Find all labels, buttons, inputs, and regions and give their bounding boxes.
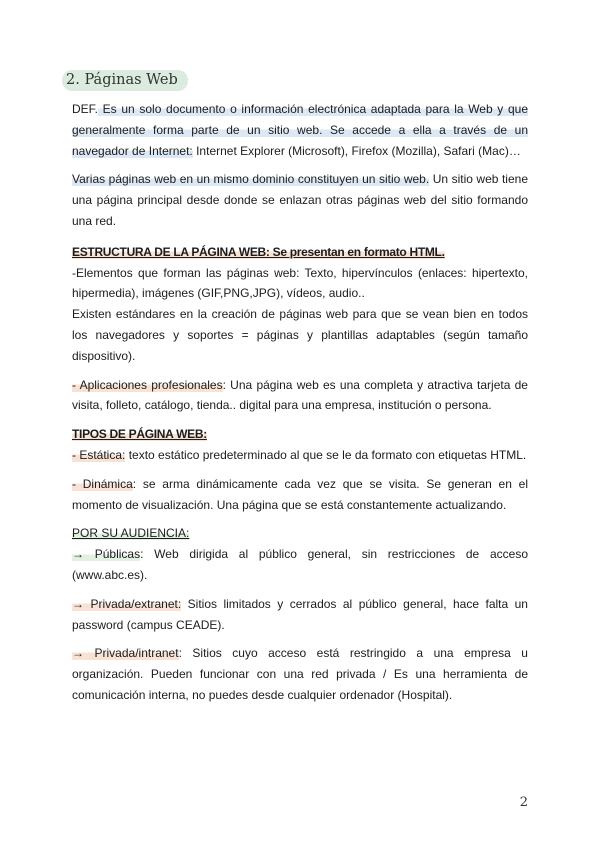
dinamica-label: - Dinámica — [72, 476, 133, 491]
aplicaciones-label: - Aplicaciones profesionales — [72, 377, 223, 392]
sitio-web-paragraph — [72, 169, 528, 231]
audiencia-heading: POR SU AUDIENCIA: — [72, 526, 190, 541]
estructura-heading-line — [72, 242, 528, 263]
tipos-heading-line — [72, 424, 528, 445]
estatica-label: - Estática: — [72, 447, 126, 462]
estructura-heading: ESTRUCTURA DE LA PÁGINA WEB: Se presentan en formato HTML. — [72, 244, 445, 259]
estandares-paragraph: Existen estándares en la creación de páginas web para que se vean bien en todos los navegadores y soportes = páginas y plantillas adaptables (según tamaño dispositivo). — [72, 307, 528, 363]
page-number: 2 — [519, 795, 528, 810]
dinamica-text: : se arma dinámicamente cada vez que se visita. Se generan en el momento de visualización. Una página que se está constantemente actualizando. — [72, 476, 528, 512]
publicas-label: → Públicas — [72, 547, 141, 562]
dinamica-paragraph — [72, 474, 528, 516]
def-paragraph — [72, 99, 528, 161]
publicas-paragraph — [72, 544, 528, 586]
def-lead: DEF. — [72, 102, 99, 116]
intranet-text: : Sitios cuyo acceso está restringido a una empresa u organización. Pueden funcionar con una red privada / Es una herramienta de comunicación interna, no puedes desde cualquier ordenador (Hospital). — [72, 646, 528, 702]
page-content — [66, 70, 528, 706]
elementos-text: : Texto, hipervínculos (enlaces: hipertexto, hipermedia), imágenes (GIF,PNG,JPG), vídeos, audio.. — [72, 265, 528, 301]
def-highlight: Es un solo documento o información electrónica adaptada para la Web y que generalmente forma parte de un sitio web. Se accede a ella a través de un navegador de Internet: — [72, 102, 528, 158]
section-title: 2. Páginas Web — [62, 70, 188, 91]
aplicaciones-paragraph — [72, 375, 528, 417]
sitio-web-highlight: Varias páginas web en un mismo dominio constituyen un sitio web. — [72, 172, 430, 187]
estatica-text: texto estático predeterminado al que se le da formato con etiquetas HTML. — [125, 447, 527, 462]
intranet-paragraph — [72, 643, 528, 705]
sitio-web-rest: Un sitio web tiene una página principal desde donde se enlazan otras páginas web del sitio formando una red. — [72, 172, 528, 228]
elementos-label: -Elementos que forman las páginas web — [72, 265, 297, 280]
intranet-label: → Privada/intranet — [72, 646, 179, 661]
extranet-paragraph — [72, 594, 528, 636]
elementos-paragraph — [72, 263, 528, 305]
def-rest: Internet Explorer (Microsoft), Firefox (Mozilla), Safari (Mac)… — [192, 143, 521, 158]
extranet-label: → Privada/extranet: — [72, 596, 182, 611]
estatica-paragraph — [72, 445, 528, 466]
audiencia-heading-line — [72, 523, 528, 544]
aplicaciones-text: : Una página web es una completa y atractiva tarjeta de visita, folleto, catálogo, tienda.. digital para una empresa, institución o persona. — [72, 377, 528, 413]
publicas-text: : Web dirigida al público general, sin restricciones de acceso (www.abc.es). — [72, 547, 528, 582]
extranet-text: Sitios limitados y cerrados al público general, hace falta un password (campus CEADE). — [72, 596, 528, 632]
tipos-heading: TIPOS DE PÁGINA WEB: — [72, 427, 207, 442]
